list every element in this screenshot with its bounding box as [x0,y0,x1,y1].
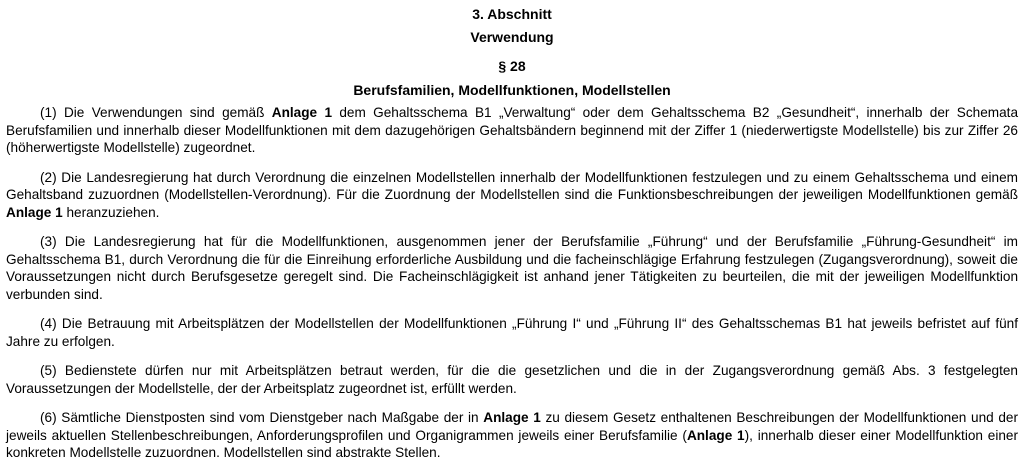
paragraph-number: § 28 [498,58,526,74]
section-title: Verwendung [470,29,554,45]
annex-reference: Anlage 1 [6,204,63,220]
text-run: ), innerhalb dieser einer Modellfunktion einer konkreten Modellstelle zuzuordnen. Modellstellen sind abstrakte Stellen. [6,427,1018,460]
subsection-4 [6,315,1018,350]
text-run: heranzuziehen. [62,204,160,220]
paragraph-body [6,104,1018,462]
subsection-1 [6,104,1018,157]
text-run: (2) Die Landesregierung hat durch Verordnung die einzelnen Modellstellen innerhalb der Modellfunktionen festzulegen und zu einem Gehaltsschema und einem Gehaltsband zuzuordnen (Modellstellen-Verordnung). Für die Zuordnung der Modellstellen sind die Funktionsbeschreibungen der jeweiligen Modellfunktionen gemäß [6,169,1018,202]
subsection-2 [6,169,1018,222]
subsection-5 [6,362,1018,397]
paragraph-title: Berufsfamilien, Modellfunktionen, Modellstellen [353,82,671,98]
text-run: (4) Die Betrauung mit Arbeitsplätzen der Modellstellen der Modellfunktionen „Führung I“ und „Führung II“ des Gehaltsschemas B1 hat jeweils befristet auf fünf Jahre zu erfolgen. [6,316,1018,349]
subsection-3 [6,233,1018,303]
text-run: (3) Die Landesregierung hat für die Modellfunktionen, ausgenommen jener der Berufsfamilie „Führung“ und der Berufsfamilie „Führung-Gesundheit“ im Gehaltsschema B1, durch Verordnung die für die Einreihung erforderliche Ausbildung und die facheinschlägige Erfahrung festzulegen (Zugangsverordnung), soweit die Voraussetzungen nicht durch Berufsgesetze geregelt sind. Die Facheinschlägigkeit ist anhand jener Tätigkeiten zu beurteilen, die mit der jeweiligen Modellfunktion verbunden sind. [6,234,1018,302]
text-run: (5) Bedienstete dürfen nur mit Arbeitsplätzen betraut werden, für die die gesetzlichen und die in der Zugangsverordnung gemäß Abs. 3 festgelegten Voraussetzungen der Modellstelle, der der Arbeitsplatz zugeordnet ist, erfüllt werden. [6,363,1018,396]
text-run: (1) Die Verwendungen sind gemäß [40,105,272,120]
subsection-6 [6,409,1018,462]
annex-reference: Anlage 1 [271,105,333,120]
annex-reference: Anlage 1 [483,410,541,425]
section-heading: 3. Abschnitt [472,6,552,22]
text-run: (6) Sämtliche Dienstposten sind vom Dienstgeber nach Maßgabe der in [40,410,484,425]
text-run: dem Gehaltsschema B1 „Verwaltung“ oder dem Gehaltsschema B2 „Gesundheit“, innerhalb der Schemata Berufsfamilien und innerhalb dieser Modellfunktionen mit dem dazugehörigen Gehaltsbändern beginnend mit der Ziffer 1 (niederwertigste Modellstelle) bis zur Ziffer 26 (höherwertigste Modellstelle) zugeordnet. [6,105,1019,155]
text-run: zu diesem Gesetz enthaltenen Beschreibungen der Modellfunktionen und der jeweils aktuellen Stellenbeschreibungen, Anforderungsprofilen und Organigrammen jeweils einer Berufsfamilie ( [6,410,1018,443]
annex-reference: Anlage 1 [686,427,745,443]
